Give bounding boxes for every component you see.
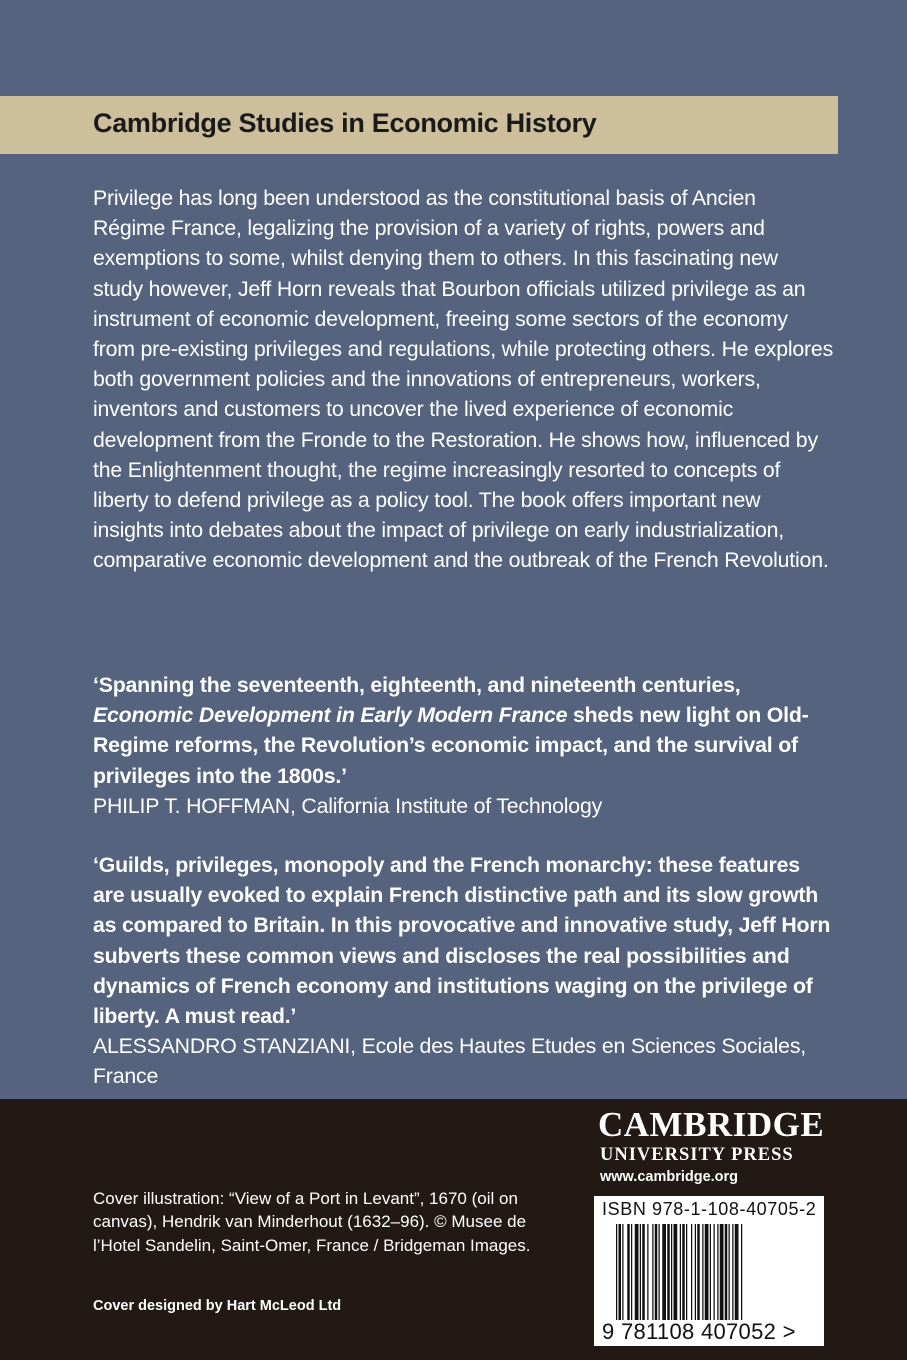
barcode-bar	[671, 1224, 672, 1320]
series-band	[0, 96, 838, 154]
barcode-bar	[680, 1224, 681, 1320]
barcode-bar	[674, 1224, 678, 1320]
barcode-bar	[729, 1224, 730, 1320]
barcode-bar	[705, 1224, 709, 1320]
barcode-bar	[732, 1224, 733, 1320]
endorsement-text-end: sheds new light on Old-Regime reforms, the Revolution’s economic impact, and the survival of privileges into the 1800s.’	[93, 703, 809, 788]
barcode-bar	[735, 1224, 739, 1320]
endorsement-text: ‘Guilds, privileges, monopoly and the French monarchy: these features are usually evoked to explain French distinctive path and its slow growth as compared to Britain. In this provocative and innovative study, Jeff Horn subverts these common views and discloses the real possibilities and dynamics of French economy and institutions waging on the privilege of liberty. A must read.’	[93, 853, 831, 1029]
barcode-bar	[697, 1224, 700, 1320]
book-title: Economic Development in Early Modern France	[93, 703, 568, 728]
barcode-bar	[662, 1224, 666, 1320]
barcode-bar	[725, 1224, 728, 1320]
endorsement-text-start: ‘Spanning the seventeenth, eighteenth, and nineteenth centuries,	[93, 673, 741, 697]
endorsement-stanziani	[93, 850, 833, 1092]
endorsement-attribution: ALESSANDRO STANZIANI, Ecole des Hautes Etudes en Sciences Sociales, France	[93, 1034, 806, 1089]
barcode-bar	[717, 1224, 718, 1320]
barcode-bar	[655, 1224, 658, 1320]
book-description: Privilege has long been understood as the constitutional basis of Ancien Régime France, legalizing the provision of a variety of rights, powers and exemptions to some, whilst denying them to others. In this fascinating new study however, Jeff Horn reveals that Bourbon officials utilized privilege as an instrument of economic development, freeing some sectors of the economy from pre-existing privileges and regulations, while protecting others. He explores both government policies and the innovations of entrepreneurs, workers, inventors and customers to uncover the lived experience of economic development from the Fronde to the Restoration. He shows how, influenced by the Enlightenment thought, the regime increasingly resorted to concepts of liberty to defend privilege as a policy tool. The book offers important new insights into debates about the impact of privilege on early industrialization, comparative economic development and the outbreak of the French Revolution.	[93, 186, 834, 573]
series-title: Cambridge Studies in Economic History	[93, 108, 597, 138]
barcode-bar	[720, 1224, 724, 1320]
endorsement-text	[93, 670, 833, 791]
barcode-bar	[622, 1224, 623, 1320]
barcode-bar	[741, 1224, 742, 1320]
barcode-bar	[640, 1224, 641, 1320]
barcode-bar	[714, 1224, 715, 1320]
isbn-barcode	[594, 1196, 824, 1346]
barcode-bar	[686, 1224, 687, 1320]
barcode-bar	[710, 1224, 711, 1320]
barcode-bar	[616, 1224, 617, 1320]
endorsement-attribution: PHILIP T. HOFFMAN, California Institute of Technology	[93, 793, 603, 818]
cover-designer-credit: Cover designed by Hart McLeod Ltd	[93, 1298, 342, 1314]
barcode-bar	[702, 1224, 703, 1320]
barcode-bar	[652, 1224, 653, 1320]
barcode-bar	[682, 1224, 685, 1320]
barcode-digits: 9 781108 407052 >	[602, 1319, 796, 1344]
cover-illustration-credit: Cover illustration: “View of a Port in Levant”, 1670 (oil on canvas), Hendrik van Minderhout (1632–96). © Musee de l’Hotel Sandelin, Saint-Omer, France / Bridgeman Images.	[93, 1189, 531, 1255]
barcode-bar	[659, 1224, 660, 1320]
publisher-press: UNIVERSITY PRESS	[600, 1145, 794, 1165]
publisher-url: www.cambridge.org	[600, 1169, 739, 1185]
barcode-bar	[627, 1224, 630, 1320]
isbn-label: ISBN 978-1-108-40705-2	[602, 1199, 817, 1219]
publisher-name: CAMBRIDGE	[598, 1105, 825, 1144]
barcode-bar	[667, 1224, 670, 1320]
barcode-bar	[691, 1224, 692, 1320]
barcode-bar	[635, 1224, 639, 1320]
barcode-bar	[642, 1224, 645, 1320]
publisher-logo	[598, 1106, 828, 1188]
barcode-bar	[631, 1224, 632, 1320]
barcode-bar	[619, 1224, 622, 1320]
barcode-bar	[647, 1224, 648, 1320]
endorsement-hoffman	[93, 670, 833, 821]
barcode-bar	[695, 1224, 696, 1320]
